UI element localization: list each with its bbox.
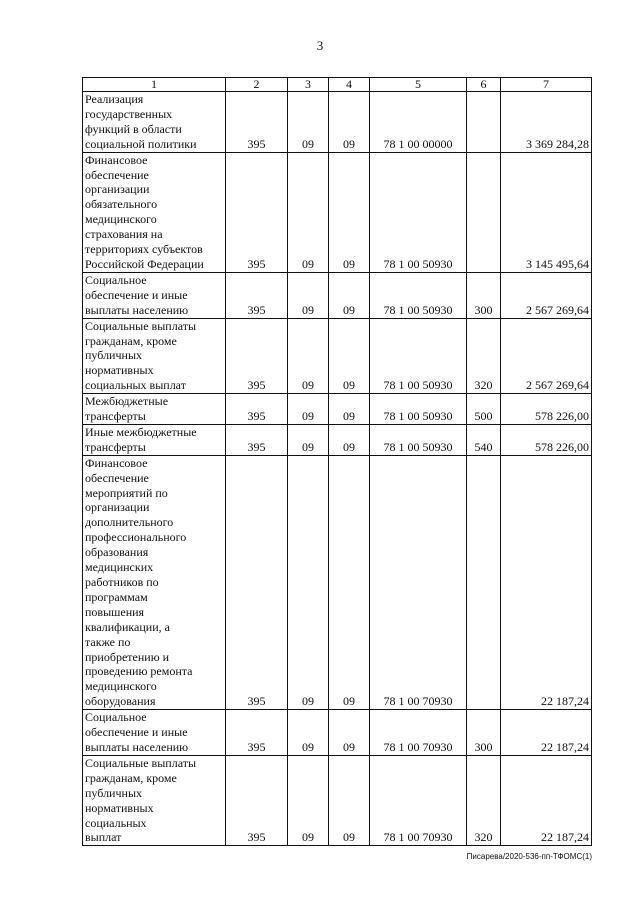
row-name-line: медицинских xyxy=(85,560,154,575)
amount-cell: 3 369 284,28 xyxy=(501,92,592,153)
table-row xyxy=(83,92,592,153)
amount-cell: 578 226,00 xyxy=(501,424,592,455)
amount-cell: 22 187,24 xyxy=(501,755,592,845)
row-name-cell xyxy=(83,755,226,845)
target-code-cell: 78 1 00 50930 xyxy=(370,424,467,455)
amount-cell: 22 187,24 xyxy=(501,455,592,709)
section-cell: 09 xyxy=(288,424,329,455)
row-name-line: обеспечение и иные xyxy=(85,287,188,302)
row-name-line: территориях субъектов xyxy=(85,242,203,257)
row-name-cell xyxy=(83,394,226,425)
row-name-line: выплаты населению xyxy=(85,302,189,317)
column-header: 5 xyxy=(370,78,467,92)
target-code-cell: 78 1 00 50930 xyxy=(370,318,467,394)
column-header: 7 xyxy=(501,78,592,92)
row-name-line: публичных xyxy=(85,785,142,800)
subsection-cell: 09 xyxy=(329,92,370,153)
row-name-line: программам xyxy=(85,589,148,604)
table-row xyxy=(83,755,592,845)
row-name-line: медицинского xyxy=(85,212,157,227)
code-cell: 395 xyxy=(226,272,288,318)
row-name-line: повышения xyxy=(85,604,145,619)
row-name-cell xyxy=(83,92,226,153)
row-name-line: страхования на xyxy=(85,227,163,242)
expense-type-cell xyxy=(467,455,501,709)
row-name-line: Социальные выплаты xyxy=(85,755,197,770)
row-name-line: медицинского xyxy=(85,679,157,694)
subsection-cell: 09 xyxy=(329,755,370,845)
row-name-line: Российской Федерации xyxy=(85,256,204,271)
table-row xyxy=(83,455,592,709)
row-name-line: функций в области xyxy=(85,121,182,136)
row-name-line: трансферты xyxy=(85,439,146,454)
row-name-cell xyxy=(83,318,226,394)
row-name-line: Финансовое xyxy=(85,152,148,167)
row-name-cell xyxy=(83,152,226,272)
budget-table xyxy=(82,77,592,846)
subsection-cell: 09 xyxy=(329,152,370,272)
expense-type-cell: 300 xyxy=(467,710,501,756)
row-name-cell xyxy=(83,424,226,455)
expense-type-cell xyxy=(467,152,501,272)
target-code-cell: 78 1 00 70930 xyxy=(370,755,467,845)
table-row xyxy=(83,710,592,756)
row-name-line: профессионального xyxy=(85,530,187,545)
section-cell: 09 xyxy=(288,152,329,272)
amount-cell: 578 226,00 xyxy=(501,394,592,425)
section-cell: 09 xyxy=(288,318,329,394)
target-code-cell: 78 1 00 70930 xyxy=(370,455,467,709)
target-code-cell: 78 1 00 50930 xyxy=(370,272,467,318)
row-name-line: приобретению и xyxy=(85,649,170,664)
expense-type-cell: 540 xyxy=(467,424,501,455)
subsection-cell: 09 xyxy=(329,394,370,425)
row-name-line: трансферты xyxy=(85,409,146,424)
code-cell: 395 xyxy=(226,455,288,709)
row-name-line: социальных xyxy=(85,815,147,830)
column-header: 4 xyxy=(329,78,370,92)
row-name-line: социальных выплат xyxy=(85,378,186,393)
row-name-line: социальной политики xyxy=(85,136,197,151)
code-cell: 395 xyxy=(226,424,288,455)
row-name-line: публичных xyxy=(85,348,142,363)
row-name-line: организации xyxy=(85,182,150,197)
row-name-line: гражданам, кроме xyxy=(85,333,177,348)
column-header: 6 xyxy=(467,78,501,92)
section-cell: 09 xyxy=(288,394,329,425)
subsection-cell: 09 xyxy=(329,318,370,394)
table-row xyxy=(83,318,592,394)
row-name-line: обеспечение xyxy=(85,470,149,485)
header-row xyxy=(83,78,592,92)
section-cell: 09 xyxy=(288,755,329,845)
target-code-cell: 78 1 00 00000 xyxy=(370,92,467,153)
row-name-line: обеспечение и иные xyxy=(85,725,188,740)
row-name-line: организации xyxy=(85,500,150,515)
amount-cell: 2 567 269,64 xyxy=(501,272,592,318)
expense-type-cell: 320 xyxy=(467,318,501,394)
row-name-line: также по xyxy=(85,634,131,649)
row-name-line: нормативных xyxy=(85,800,154,815)
column-header: 1 xyxy=(83,78,226,92)
section-cell: 09 xyxy=(288,272,329,318)
code-cell: 395 xyxy=(226,755,288,845)
code-cell: 395 xyxy=(226,92,288,153)
row-name-line: выплаты населению xyxy=(85,739,189,754)
table-row xyxy=(83,424,592,455)
table-row xyxy=(83,272,592,318)
row-name-line: выплат xyxy=(85,830,122,845)
target-code-cell: 78 1 00 50930 xyxy=(370,152,467,272)
row-name-line: Социальные выплаты xyxy=(85,318,197,333)
table-body xyxy=(83,92,592,846)
table-row xyxy=(83,394,592,425)
row-name-line: Социальное xyxy=(85,710,147,725)
expense-type-cell xyxy=(467,92,501,153)
row-name-line: проведению ремонта xyxy=(85,664,193,679)
row-name-line: образования xyxy=(85,545,149,560)
row-name-cell xyxy=(83,455,226,709)
amount-cell: 3 145 495,64 xyxy=(501,152,592,272)
footer-note: Писарева/2020-536-пп-ТФОМС(1) xyxy=(466,852,592,861)
section-cell: 09 xyxy=(288,92,329,153)
subsection-cell: 09 xyxy=(329,272,370,318)
row-name-line: оборудования xyxy=(85,694,156,709)
code-cell: 395 xyxy=(226,152,288,272)
row-name-line: мероприятий по xyxy=(85,485,168,500)
row-name-line: обязательного xyxy=(85,197,158,212)
column-header: 3 xyxy=(288,78,329,92)
expense-type-cell: 320 xyxy=(467,755,501,845)
section-cell: 09 xyxy=(288,710,329,756)
row-name-line: Финансовое xyxy=(85,455,148,470)
expense-type-cell: 300 xyxy=(467,272,501,318)
subsection-cell: 09 xyxy=(329,424,370,455)
row-name-cell xyxy=(83,710,226,756)
row-name-line: Социальное xyxy=(85,272,147,287)
row-name-line: дополнительного xyxy=(85,515,174,530)
code-cell: 395 xyxy=(226,318,288,394)
row-name-line: государственных xyxy=(85,106,173,121)
code-cell: 395 xyxy=(226,710,288,756)
row-name-line: обеспечение xyxy=(85,167,149,182)
row-name-line: работников по xyxy=(85,575,159,589)
row-name-line: квалификации, а xyxy=(85,619,170,634)
column-header: 2 xyxy=(226,78,288,92)
subsection-cell: 09 xyxy=(329,710,370,756)
row-name-line: Реализация xyxy=(85,92,144,106)
row-name-line: Иные межбюджетные xyxy=(85,424,197,439)
target-code-cell: 78 1 00 50930 xyxy=(370,394,467,425)
table-row xyxy=(83,152,592,272)
section-cell: 09 xyxy=(288,455,329,709)
row-name-line: Межбюджетные xyxy=(85,394,169,409)
row-name-line: гражданам, кроме xyxy=(85,770,177,785)
page-number: 3 xyxy=(316,38,324,53)
row-name-cell xyxy=(83,272,226,318)
target-code-cell: 78 1 00 70930 xyxy=(370,710,467,756)
row-name-line: нормативных xyxy=(85,363,154,378)
amount-cell: 22 187,24 xyxy=(501,710,592,756)
subsection-cell: 09 xyxy=(329,455,370,709)
code-cell: 395 xyxy=(226,394,288,425)
expense-type-cell: 500 xyxy=(467,394,501,425)
amount-cell: 2 567 269,64 xyxy=(501,318,592,394)
